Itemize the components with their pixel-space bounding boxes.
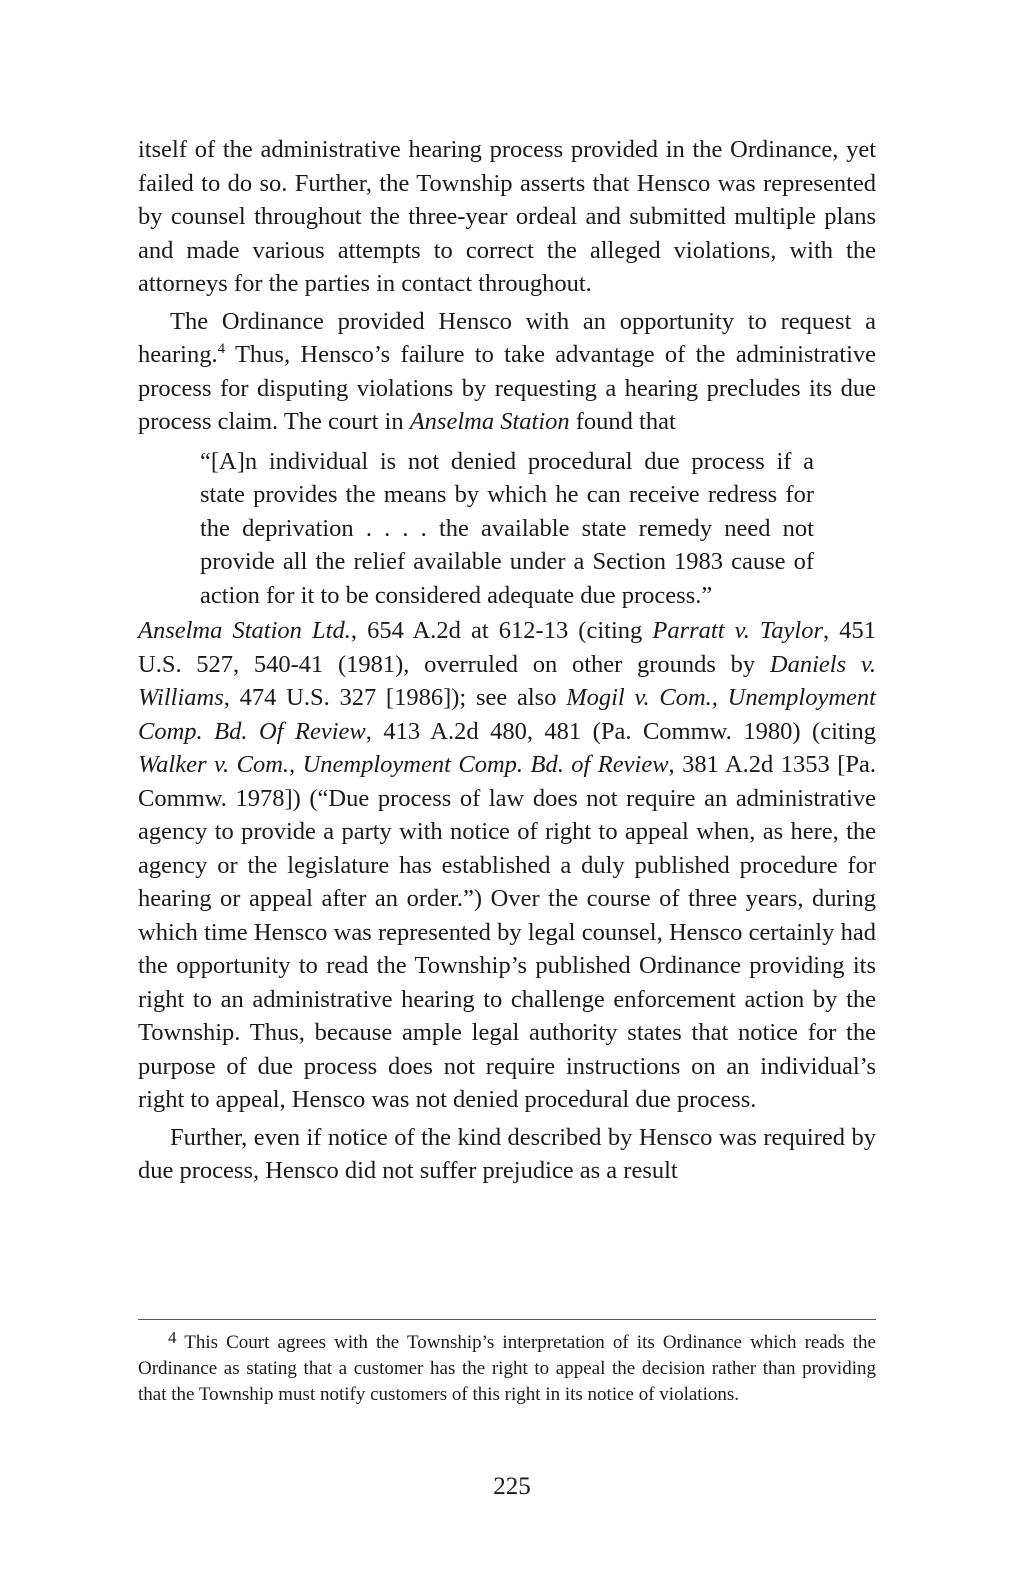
case-name: Mogil v. Com., Unemployment Comp. Bd. Of Review (138, 684, 876, 745)
paragraph-4: Further, even if notice of the kind described by Hensco was required by due process, Hensco did not suffer prejudice as a result (138, 1123, 876, 1184)
footnote-divider (138, 1319, 876, 1320)
paragraph-3 (138, 614, 876, 1117)
citation-text: , 451 U.S. 527, 540-41 (1981), overruled on other grounds by (138, 617, 876, 678)
paragraph-2-text-a: The Ordinance provided Hensco with an opportunity to request a hearing. (138, 307, 876, 368)
case-name: Anselma Station (409, 408, 570, 435)
paragraph-2-text-c: found that (569, 408, 676, 435)
paragraph-2-text-b: Thus, Hensco’s failure to take advantage of the administrative process for disputing violations by requesting a hearing precludes its due process claim. The court in (138, 341, 876, 435)
footnote-text: This Court agrees with the Township’s interpretation of its Ordinance which reads the Ordinance as stating that a customer has the right to appeal the decision rather than providing that the Township must notify customers of this right in its notice of violations. (138, 1332, 876, 1405)
block-quote: “[A]n individual is not denied procedural due process if a state provides the means by which he can receive redress for the deprivation . . . . the available state remedy need not provide all the relief available under a Section 1983 cause of action for it to be considered adequate due process.” (200, 447, 814, 609)
case-name: Walker v. Com., Unemployment Comp. Bd. of Review (138, 751, 669, 778)
paragraph-2 (138, 305, 876, 439)
paragraph-3-text: , 381 A.2d 1353 [Pa. Commw. 1978]) (“Due process of law does not require an administrative agency to provide a party with notice of right to appeal when, as here, the agency or the legislature has established a duly published procedure for hearing or appeal after an order.”) Over the course of three years, during which time Hensco was represented by legal counsel, Hensco certainly had the opportunity to read the Township’s published Ordinance providing its right to an administrative hearing to challenge enforcement action by the Township. Thus, because ample legal authority states that notice for the purpose of due process does not require instructions on an individual’s right to appeal, Hensco was not denied procedural due process. (138, 751, 877, 1113)
page-number: 225 (493, 1473, 531, 1500)
case-name: Parratt v. Taylor (652, 617, 824, 644)
footnote-marker: 4 (168, 1328, 177, 1347)
citation-text: , 474 U.S. 327 [1986]); see also (223, 684, 567, 711)
paragraph-1: itself of the administrative hearing process provided in the Ordinance, yet failed to do so. Further, the Township asserts that Hensco was represented by counsel throughout the three-year ordeal and submitted multiple plans and made various attempts to correct the alleged violations, with the attorneys for the parties in contact throughout. (138, 136, 876, 297)
footnote-reference: 4 (217, 341, 226, 357)
case-name: Daniels v. Williams (138, 650, 877, 711)
footnote (138, 1330, 876, 1408)
page-body (138, 133, 876, 1188)
citation-text: , 413 A.2d 480, 481 (Pa. Commw. 1980) (citing (365, 717, 876, 745)
case-name: Anselma Station Ltd. (138, 617, 351, 644)
citation-text: , 654 A.2d at 612-13 (citing (350, 617, 653, 644)
